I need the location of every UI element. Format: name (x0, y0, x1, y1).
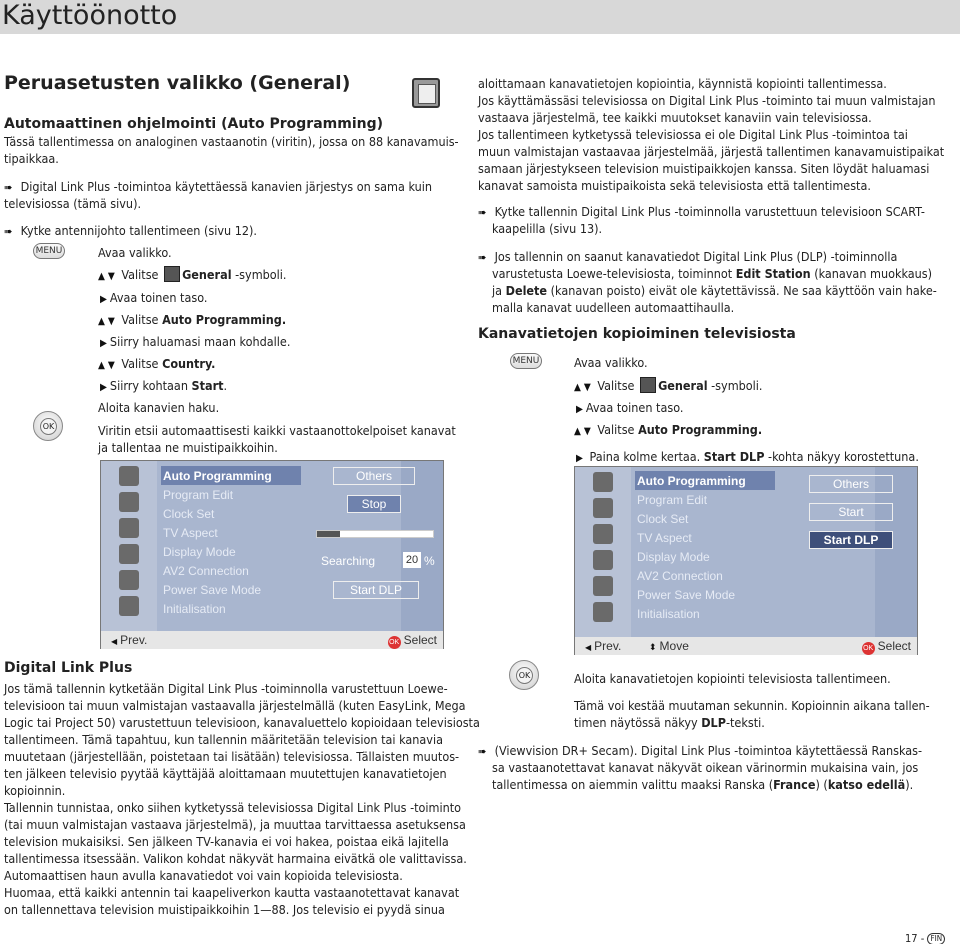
osd-progress-bar (316, 530, 434, 538)
up-arrow-icon: ▲ (574, 426, 581, 437)
audio-icon (119, 518, 139, 538)
osd-footer (101, 631, 443, 649)
step-7-post: . (223, 378, 228, 393)
note-5-3b: France (773, 777, 816, 792)
section-heading: Peruasetusten valikko (General) (4, 72, 351, 94)
osd-item-av2-connection[interactable]: AV2 Connection (637, 569, 723, 583)
right-line: aloittamaan kanavatietojen kopiointia, käynnistä kopiointi tallentimessa. (478, 76, 887, 91)
step-2 (98, 266, 287, 285)
osd-item-power-save-mode[interactable]: Power Save Mode (637, 588, 736, 602)
r-step-2-bold: General (658, 378, 708, 393)
osd-item-program-edit[interactable]: Program Edit (163, 488, 234, 502)
down-arrow-icon: ▼ (107, 316, 115, 327)
note-4-line-4: malla kanavat uudelleen automaattihaulla. (492, 300, 735, 315)
step-6-bold: Country. (162, 356, 216, 371)
ok-badge-icon: OK (862, 642, 875, 655)
step-9-line-1: Viritin etsii automaattisesti kaikki vastaanottokelpoiset kanavat (98, 423, 456, 438)
note-5-3a: tallentimessa on aiemmin valittu maaksi Ranska ( (492, 777, 774, 792)
osd-start-dlp (574, 466, 918, 655)
r-step-2-post: -symboli. (711, 378, 763, 393)
osd-item-program-edit[interactable]: Program Edit (637, 493, 708, 507)
dlp-line: ten jälkeen televisio pyytää käyttäjää aloittamaan muutettujen kanavatietojen (4, 766, 447, 781)
language-badge: FIN (927, 933, 945, 944)
note-1 (4, 178, 432, 196)
r-step-5 (576, 448, 919, 467)
page-header-bar (0, 0, 960, 34)
osd-item-initialisation[interactable]: Initialisation (163, 602, 226, 616)
osd-select-hint[interactable] (388, 631, 437, 649)
note-arrow-icon: ➠ (478, 745, 487, 758)
osd-item-auto-programming[interactable]: Auto Programming (637, 474, 746, 488)
osd-prev-label: Prev. (594, 639, 622, 653)
right-line: Jos tallentimeen kytketyssä televisiossa ei ole Digital Link Plus -toimintoa tai (478, 127, 908, 142)
right-line: muun valmistajan vastaavaa järjestelmää, järjestä tallentimen kanavamuistipaikat (478, 144, 945, 159)
note-4-2b: Edit Station (735, 266, 811, 281)
step-2-post: -symboli. (235, 267, 287, 282)
r-step-5-bold: Start DLP (703, 449, 765, 464)
r-step-4-bold: Auto Programming. (638, 422, 763, 437)
language-icon (593, 498, 613, 518)
note-4-3b: Delete (505, 283, 548, 298)
r-step-5-post: -kohta näkyy korostettuna. (768, 449, 919, 464)
note-4-line-2 (492, 265, 932, 282)
dlp-line: tallentimessa itsessään. Valikon kohdat näkyvät harmaina eivätkä ole valittavissa. (4, 851, 467, 866)
left-arrow-icon: ◀ (111, 637, 118, 646)
up-arrow-icon: ▲ (574, 382, 581, 393)
dlp-line: on tallennettava television muistipaikkoihin 1—88. Jos televisio ei pyydä sinua (4, 902, 445, 917)
note-3-line-2: kaapelilla (sivu 13). (492, 221, 603, 236)
dlp-line: Tallennin tunnistaa, onko siihen kytketyssä televisiossa Digital Link Plus -toiminto (4, 800, 462, 815)
step-7 (100, 377, 227, 396)
r-step-7-line-1: Tämä voi kestää muutaman sekunnin. Kopioinnin aikana tallen- (574, 698, 930, 713)
osd-item-tv-aspect[interactable]: TV Aspect (163, 526, 218, 540)
r-step-3 (576, 399, 683, 418)
osd-others-button[interactable]: Others (809, 475, 893, 493)
note-5-line-1: (Viewvision DR+ Secam). Digital Link Plus -toimintoa käytettäessä Ranskas- (494, 743, 923, 758)
osd-item-display-mode[interactable]: Display Mode (637, 550, 710, 564)
osd-prev-hint[interactable] (585, 637, 621, 657)
note-5 (478, 742, 922, 760)
r-step-6: Aloita kanavatietojen kopiointi televisiosta tallentimeen. (574, 671, 891, 686)
note-arrow-icon: ➠ (4, 225, 13, 238)
r-step-3-text: Avaa toinen taso. (585, 400, 684, 415)
menu-key-icon: MENU (33, 243, 65, 259)
general-symbol-icon (164, 266, 180, 282)
step-4-bold: Auto Programming. (162, 312, 287, 327)
note-4-3a: ja (492, 283, 503, 298)
note-arrow-icon: ➠ (478, 251, 487, 264)
osd-progress-fill (317, 531, 340, 537)
step-3-text: Avaa toinen taso. (109, 290, 208, 305)
page-number-text: 17 - (905, 932, 925, 944)
r-step-7-2b: DLP (701, 715, 726, 730)
dlp-line: muutetaan (järjestellään, poistetaan tai lisätään) televisiossa. Tällaisten muutos- (4, 749, 460, 764)
osd-prev-label: Prev. (120, 633, 148, 647)
step-4 (98, 311, 286, 330)
right-line: vastaava järjestelmä, tee kaikki muutokset kanaviin vain televisiossa. (478, 110, 872, 125)
recording-icon (119, 570, 139, 590)
r-step-5-pre: Paina kolme kertaa. (589, 449, 701, 464)
r-step-1: Avaa valikko. (574, 355, 648, 370)
step-6 (98, 355, 215, 374)
disc-icon (119, 596, 139, 616)
osd-item-tv-aspect[interactable]: TV Aspect (637, 531, 692, 545)
osd-item-display-mode[interactable]: Display Mode (163, 545, 236, 559)
osd-select-label: Select (403, 633, 437, 647)
r-step-7-2c: -teksti. (725, 715, 765, 730)
dlp-line: (tai muun valmistajan vastaava järjestelmä), ja muuttaa tarvittaessa asetuksensa (4, 817, 466, 832)
page-header-title: Käyttöönotto (2, 0, 178, 31)
ok-key-icon (33, 411, 63, 441)
r-step-4 (574, 421, 762, 440)
osd-item-power-save-mode[interactable]: Power Save Mode (163, 583, 262, 597)
audio-icon (593, 524, 613, 544)
right-arrow-icon: ▶ (100, 338, 107, 349)
osd-searching-label: Searching (321, 554, 376, 568)
right-line: samaan järjestykseen television muistipaikkojen kanssa. Siten löydät haluamasi (478, 161, 930, 176)
up-down-arrow-icon: ⬍ (649, 642, 657, 652)
note-4-line-3 (492, 282, 937, 299)
up-arrow-icon: ▲ (98, 360, 105, 371)
note-4 (478, 248, 897, 266)
right-line: Jos käyttämässäsi televisiossa on Digital Link Plus -toiminto tai muun valmistajan (478, 93, 936, 108)
step-9-line-2: ja tallentaa ne muistipaikkoihin. (98, 440, 278, 455)
osd-icon-column (101, 461, 157, 631)
lock-icon (593, 550, 613, 570)
note-5-line-3 (492, 776, 913, 793)
note-2 (4, 222, 257, 240)
disc-icon (593, 602, 613, 622)
right-arrow-icon: ▶ (100, 382, 107, 393)
dlp-line: televisioon tai muun valmistajan vastaavalla järjestelmällä (kuten EasyLink, Mega (4, 698, 466, 713)
note-arrow-icon: ➠ (4, 181, 13, 194)
dlp-line: Logic tai Project 50) varustettuun televisioon, kanavaluettelo kopioidaan televisiosta (4, 715, 480, 730)
right-line: kanavat samoista muistipaikoista sekä televisiosta että tallentimesta. (478, 178, 871, 193)
note-arrow-icon: ➠ (478, 206, 487, 219)
language-icon (119, 492, 139, 512)
r-step-7-line-2 (574, 714, 765, 731)
down-arrow-icon: ▼ (107, 271, 115, 282)
general-symbol-icon (640, 377, 656, 393)
note-5-line-2: sa vastaanotettavat kanavat näkyvät oikean värinormin mukaisina vain, jos (492, 760, 919, 775)
dlp-line: television mukaisiksi. Sen jälkeen TV-kanavia ei voi hakea, poistaa eikä lajitella (4, 834, 449, 849)
osd-move-hint[interactable] (649, 637, 689, 656)
osd-move-label: Move (659, 639, 689, 653)
osd-item-initialisation[interactable]: Initialisation (637, 607, 700, 621)
dlp-line: Automaattisen haun avulla kanavatiedot voi vain kopioida televisiosta. (4, 868, 403, 883)
page-number (905, 930, 945, 944)
osd-start-dlp-button[interactable]: Start DLP (333, 581, 419, 599)
osd-item-av2-connection[interactable]: AV2 Connection (163, 564, 249, 578)
step-6-pre: Valitse (121, 356, 159, 371)
note-1-line-1: Digital Link Plus -toimintoa käytettäessä kanavien järjestys on sama kuin (20, 179, 432, 194)
osd-percent-value: 20 (403, 552, 421, 568)
dlp-heading: Digital Link Plus (4, 660, 133, 676)
note-5-3e: ). (905, 777, 914, 792)
osd-prev-hint[interactable] (111, 631, 147, 651)
step-8: Aloita kanavien haku. (98, 400, 220, 415)
step-3 (100, 289, 207, 308)
note-5-3d: katso edellä (827, 777, 906, 792)
left-arrow-icon: ◀ (585, 643, 592, 652)
note-1-line-2: televisiossa (tämä sivu). (4, 196, 142, 211)
osd-select-label: Select (877, 639, 911, 653)
note-4-line-1: Jos tallennin on saanut kanavatiedot Digital Link Plus (DLP) -toiminnolla (494, 249, 898, 264)
r-step-2-pre: Valitse (597, 378, 635, 393)
note-3 (478, 203, 925, 221)
note-4-3c: (kanavan poisto) eivät ole käytettävissä. Ne saa käyttöön vain hake- (550, 283, 937, 298)
down-arrow-icon: ▼ (583, 426, 591, 437)
right-arrow-icon: ▶ (100, 294, 107, 305)
note-4-2a: varustetusta Loewe-televisiosta, toiminnot (492, 266, 733, 281)
ok-key-label: OK (40, 418, 57, 435)
ok-key-label: OK (516, 667, 533, 684)
intro-line-2: tipaikkaa. (4, 151, 59, 166)
lock-icon (119, 544, 139, 564)
dlp-line: Huomaa, että kaikki antennin tai kaapeliverkon kautta vastaanotettavat kanavat (4, 885, 460, 900)
r-step-7-2a: timen näytössä näkyy (574, 715, 698, 730)
step-5-text: Siirry haluamasi maan kohdalle. (109, 334, 291, 349)
up-arrow-icon: ▲ (98, 271, 105, 282)
note-3-line-1: Kytke tallennin Digital Link Plus -toiminnolla varustettuun televisioon SCART- (494, 204, 925, 219)
subheading: Automaattinen ohjelmointi (Auto Programming) (4, 116, 383, 132)
step-1: Avaa valikko. (98, 245, 172, 260)
recording-icon (593, 576, 613, 596)
step-2-pre: Valitse (121, 267, 159, 282)
osd-item-clock-set[interactable]: Clock Set (163, 507, 215, 521)
osd-item-clock-set[interactable]: Clock Set (637, 512, 689, 526)
osd-start-dlp-button[interactable]: Start DLP (809, 531, 893, 549)
step-7-bold: Start (191, 378, 224, 393)
osd-select-hint[interactable] (862, 637, 911, 655)
osd-item-auto-programming[interactable]: Auto Programming (163, 469, 272, 483)
note-2-text: Kytke antennijohto tallentimeen (sivu 12). (20, 223, 257, 238)
osd-icon-column (575, 467, 631, 637)
ok-badge-icon: OK (388, 636, 401, 649)
osd-others-button[interactable]: Others (333, 467, 415, 485)
step-2-bold: General (182, 267, 232, 282)
menu-key-icon: MENU (510, 353, 542, 369)
dlp-line: tallentimeen. Tämä tapahtuu, kun tallennin määritetään television tai kanavia (4, 732, 443, 747)
note-4-2c: (kanavan muokkaus) (814, 266, 933, 281)
ok-key-icon (509, 660, 539, 690)
r-step-4-pre: Valitse (597, 422, 635, 437)
osd-start-button[interactable]: Start (809, 503, 893, 521)
right-arrow-icon: ▶ (576, 453, 583, 464)
down-arrow-icon: ▼ (583, 382, 591, 393)
tv-menu-icon (593, 472, 613, 492)
dlp-line: Jos tämä tallennin kytketään Digital Link Plus -toiminnolla varustettuun Loewe- (4, 681, 448, 696)
down-arrow-icon: ▼ (107, 360, 115, 371)
tv-icon (412, 78, 440, 108)
up-arrow-icon: ▲ (98, 316, 105, 327)
r-step-2 (574, 377, 763, 396)
osd-stop-button[interactable]: Stop (347, 495, 401, 513)
step-7-pre: Siirry kohtaan (109, 378, 188, 393)
step-4-pre: Valitse (121, 312, 159, 327)
note-5-3c: ) ( (815, 777, 828, 792)
tv-menu-icon (119, 466, 139, 486)
osd-footer (575, 637, 917, 655)
osd-percent-sign: % (424, 554, 435, 568)
osd-auto-programming (100, 460, 444, 649)
step-5 (100, 333, 290, 352)
intro-line-1: Tässä tallentimessa on analoginen vastaanotin (viritin), jossa on 88 kanavamuis- (4, 134, 459, 149)
dlp-line: kopioinnin. (4, 783, 66, 798)
copy-heading: Kanavatietojen kopioiminen televisiosta (478, 326, 796, 342)
right-arrow-icon: ▶ (576, 404, 583, 415)
